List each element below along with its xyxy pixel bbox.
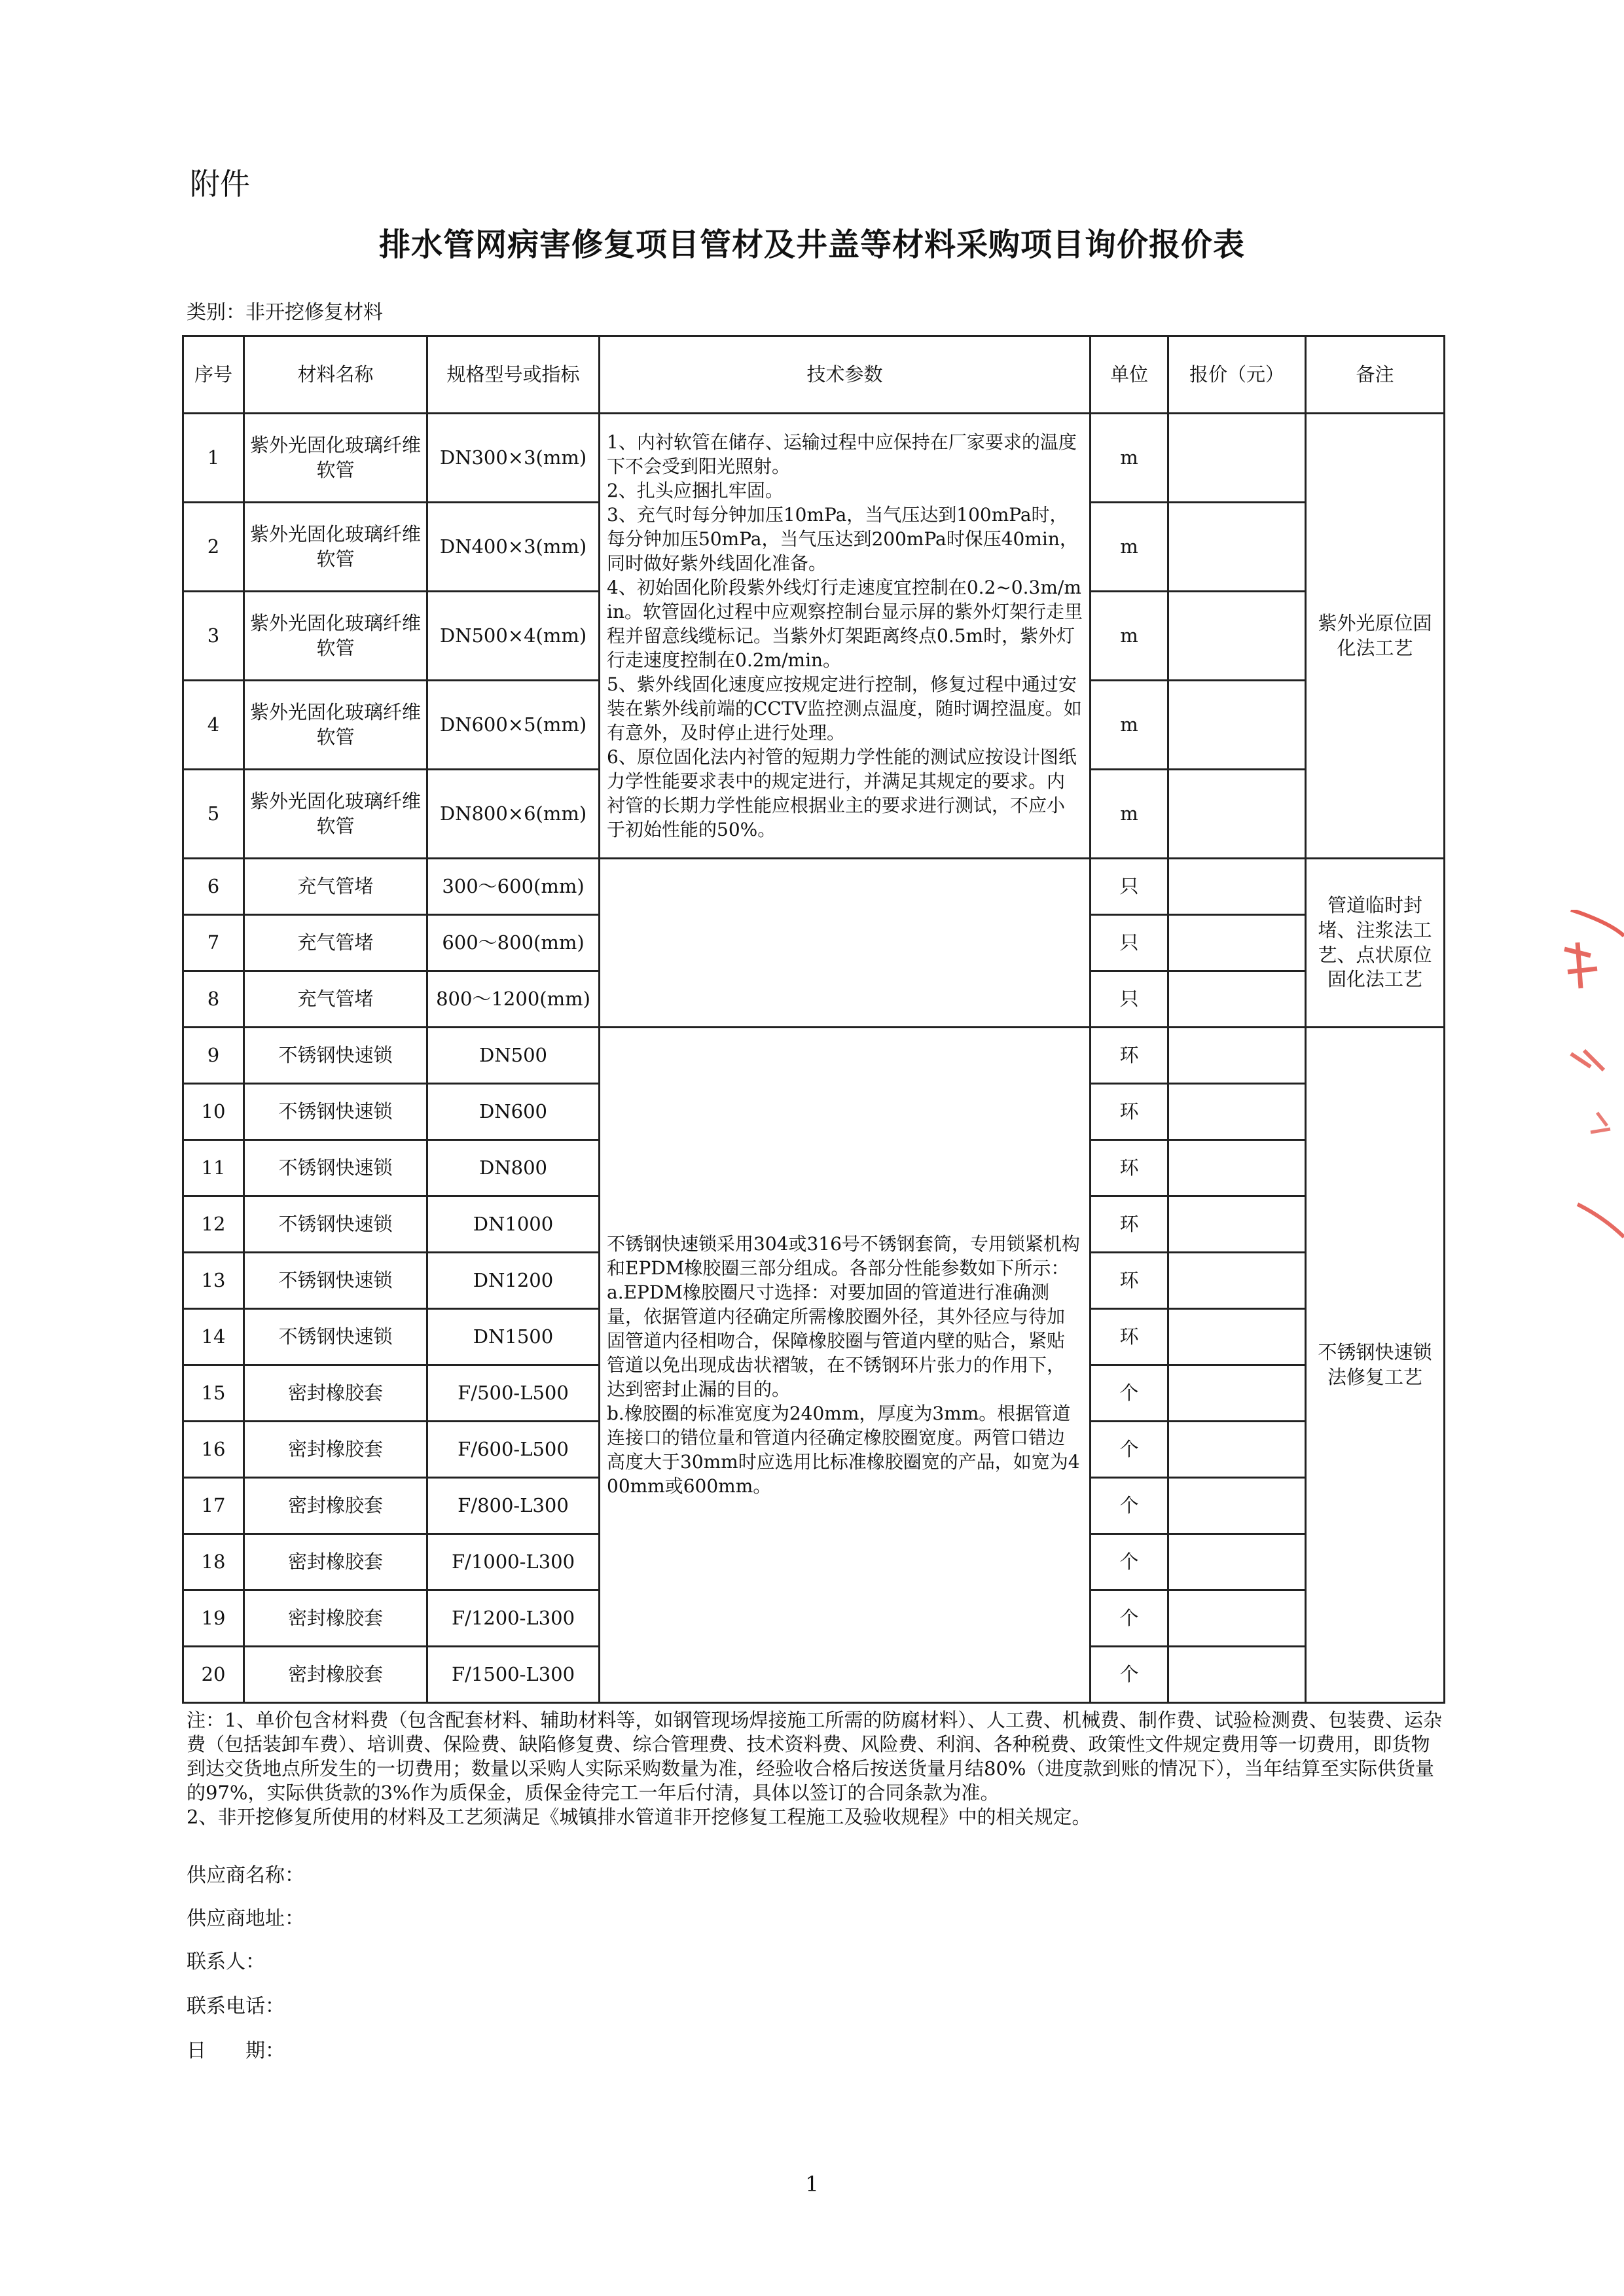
remark-cell: 管道临时封堵、注浆法工艺、点状原位固化法工艺 [1306,859,1445,1028]
row-spec: DN500×4(mm) [427,592,600,681]
row-spec: 300～600(mm) [427,859,600,915]
row-unit: m [1091,770,1168,859]
row-unit: 只 [1091,859,1168,915]
page-number: 1 [805,2172,819,2197]
row-material-name: 密封橡胶套 [244,1422,427,1478]
row-spec: 800～1200(mm) [427,971,600,1028]
table-row [183,414,1445,503]
row-unit: 只 [1091,971,1168,1028]
row-price-cell[interactable] [1168,503,1306,592]
row-spec: DN800 [427,1140,600,1196]
row-unit: 个 [1091,1365,1168,1422]
row-material-name: 不锈钢快速锁 [244,1253,427,1309]
row-spec: DN600 [427,1084,600,1140]
row-price-cell[interactable] [1168,915,1306,971]
row-price-cell[interactable] [1168,1422,1306,1478]
header-tech-params: 技术参数 [600,336,1091,414]
row-material-name: 密封橡胶套 [244,1534,427,1590]
row-spec: 600～800(mm) [427,915,600,971]
header-remark: 备注 [1306,336,1445,414]
row-price-cell[interactable] [1168,1309,1306,1365]
row-no: 9 [183,1028,244,1084]
row-unit: m [1091,414,1168,503]
row-unit: 环 [1091,1309,1168,1365]
row-price-cell[interactable] [1168,1590,1306,1647]
quotation-table [182,335,1445,1704]
row-unit: 环 [1091,1140,1168,1196]
row-unit: m [1091,592,1168,681]
row-spec: F/800-L300 [427,1478,600,1534]
date-label: 日 期： [187,2039,285,2062]
row-material-name: 充气管堵 [244,915,427,971]
row-no: 19 [183,1590,244,1647]
row-no: 17 [183,1478,244,1534]
row-no: 1 [183,414,244,503]
row-no: 2 [183,503,244,592]
row-unit: 个 [1091,1534,1168,1590]
row-material-name: 紫外光固化玻璃纤维软管 [244,681,427,770]
row-material-name: 紫外光固化玻璃纤维软管 [244,414,427,503]
table-row [183,859,1445,915]
row-unit: m [1091,681,1168,770]
row-price-cell[interactable] [1168,1140,1306,1196]
date-field [187,2034,285,2063]
row-spec: DN1000 [427,1196,600,1253]
row-no: 7 [183,915,244,971]
row-material-name: 紫外光固化玻璃纤维软管 [244,592,427,681]
row-price-cell[interactable] [1168,1365,1306,1422]
tech-params-cell [600,859,1091,1028]
row-no: 4 [183,681,244,770]
row-no: 3 [183,592,244,681]
row-no: 8 [183,971,244,1028]
remark-cell: 不锈钢快速锁法修复工艺 [1306,1028,1445,1703]
header-no: 序号 [183,336,244,414]
row-material-name: 充气管堵 [244,859,427,915]
row-price-cell[interactable] [1168,1028,1306,1084]
row-spec: DN800×6(mm) [427,770,600,859]
row-material-name: 不锈钢快速锁 [244,1140,427,1196]
row-material-name: 密封橡胶套 [244,1478,427,1534]
row-price-cell[interactable] [1168,770,1306,859]
contact-person-label: 联系人： [187,1950,265,1973]
row-no: 13 [183,1253,244,1309]
supplier-address-field [187,1902,304,1931]
row-material-name: 密封橡胶套 [244,1365,427,1422]
attachment-label: 附件 [190,166,250,202]
row-spec: DN1200 [427,1253,600,1309]
row-spec: F/1200-L300 [427,1590,600,1647]
header-material-name: 材料名称 [244,336,427,414]
row-unit: 环 [1091,1253,1168,1309]
remark-cell: 紫外光原位固化法工艺 [1306,414,1445,859]
row-spec: DN1500 [427,1309,600,1365]
row-price-cell[interactable] [1168,859,1306,915]
table-header-row [183,336,1445,414]
row-unit: m [1091,503,1168,592]
row-material-name: 不锈钢快速锁 [244,1309,427,1365]
row-spec: F/1500-L300 [427,1647,600,1703]
row-unit: 个 [1091,1590,1168,1647]
row-unit: 个 [1091,1422,1168,1478]
row-material-name: 紫外光固化玻璃纤维软管 [244,503,427,592]
contact-person-field [187,1945,265,1974]
notes: 注：1、单价包含材料费（包含配套材料、辅助材料等，如钢管现场焊接施工所需的防腐材料）、人工费、机械费、制作费、试验检测费、包装费、运杂费（包括装卸车费）、培训费、保险费、缺陷修复费、综合管理费、技术资料费、风险费、利润、各种税费、政策性文件规定费用等一切费用，即货物到达交货地点所发生的一切费用；数量以采购人实际采购数量为准，经验收合格后按送货量月结80%（进度款到账的情况下），当年结算至实际供货量的97%，实际供货款的3%作为质保金，质保金待完工一年后付清，具体以签订的合同条款为准。 2、非开挖修复所使用的材料及工艺须满足《城镇排水管道非开挖修复工程施工及验收规程》中的相关规定。 [187,1709,1442,1828]
red-seal-stamp-partial [1545,910,1624,1250]
row-price-cell[interactable] [1168,414,1306,503]
table-row [183,1028,1445,1084]
row-no: 18 [183,1534,244,1590]
row-unit: 个 [1091,1478,1168,1534]
row-unit: 环 [1091,1196,1168,1253]
row-price-cell[interactable] [1168,1647,1306,1703]
row-price-cell[interactable] [1168,592,1306,681]
supplier-name-field [187,1859,304,1888]
row-price-cell[interactable] [1168,971,1306,1028]
category-label: 类别：非开挖修复材料 [187,301,383,324]
row-material-name: 密封橡胶套 [244,1647,427,1703]
row-price-cell[interactable] [1168,1253,1306,1309]
row-material-name: 紫外光固化玻璃纤维软管 [244,770,427,859]
tech-params-cell: 不锈钢快速锁采用304或316号不锈钢套筒，专用锁紧机构和EPDM橡胶圈三部分组成。各部分性能参数如下所示： a.EPDM橡胶圈尺寸选择：对要加固的管道进行准确测量，依据管道内径确定所需橡胶圈外径，其外径应与待加固管道内径相吻合，保障橡胶圈与管道内壁的贴合，紧贴管道以免出现成齿状褶皱，在不锈钢环片张力的作用下，达到密封止漏的目的。 b.橡胶圈的标准宽度为240mm，厚度为3mm。根据管道连接口的错位量和管道内径确定橡胶圈宽度。两管口错边高度大于30mm时应选用比标准橡胶圈宽的产品，如宽为400mm或600mm。 [600,1028,1091,1703]
header-price: 报价（元） [1168,336,1306,414]
row-no: 14 [183,1309,244,1365]
row-price-cell[interactable] [1168,1084,1306,1140]
header-unit: 单位 [1091,336,1168,414]
row-unit: 个 [1091,1647,1168,1703]
row-price-cell[interactable] [1168,681,1306,770]
supplier-name-label: 供应商名称： [187,1864,304,1887]
contact-phone-label: 联系电话： [187,1995,285,2018]
contact-phone-field [187,1990,285,2018]
row-spec: DN500 [427,1028,600,1084]
row-spec: DN600×5(mm) [427,681,600,770]
row-no: 10 [183,1084,244,1140]
row-unit: 环 [1091,1028,1168,1084]
row-price-cell[interactable] [1168,1478,1306,1534]
supplier-address-label: 供应商地址： [187,1907,304,1930]
row-spec: DN300×3(mm) [427,414,600,503]
row-no: 6 [183,859,244,915]
row-price-cell[interactable] [1168,1534,1306,1590]
row-no: 20 [183,1647,244,1703]
header-spec: 规格型号或指标 [427,336,600,414]
document-title: 排水管网病害修复项目管材及井盖等材料采购项目询价报价表 [378,226,1245,263]
row-unit: 环 [1091,1084,1168,1140]
tech-params-cell: 1、内衬软管在储存、运输过程中应保持在厂家要求的温度下不会受到阳光照射。 2、扎头应捆扎牢固。 3、充气时每分钟加压10mPa，当气压达到100mPa时，每分钟加压50mPa，当气压达到200mPa时保压40min，同时做好紫外线固化准备。 4、初始固化阶段紫外线灯行走速度宜控制在0.2~0.3m/min。软管固化过程中应观察控制台显示屏的紫外灯架行走里程并留意线缆标记。当紫外灯架距离终点0.5m时，紫外灯行走速度控制在0.2m/min。 5、紫外线固化速度应按规定进行控制，修复过程中通过安装在紫外线前端的CCTV监控测点温度，随时调控温度。如有意外，及时停止进行处理。 6、原位固化法内衬管的短期力学性能的测试应按设计图纸力学性能要求表中的规定进行，并满足其规定的要求。内衬管的长期力学性能应根据业主的要求进行测试，不应小于初始性能的50%。 [600,414,1091,859]
row-no: 16 [183,1422,244,1478]
table-body [183,414,1445,1703]
row-no: 5 [183,770,244,859]
row-spec: F/600-L500 [427,1422,600,1478]
row-spec: DN400×3(mm) [427,503,600,592]
row-spec: F/1000-L300 [427,1534,600,1590]
row-material-name: 充气管堵 [244,971,427,1028]
row-material-name: 密封橡胶套 [244,1590,427,1647]
row-no: 11 [183,1140,244,1196]
row-price-cell[interactable] [1168,1196,1306,1253]
row-material-name: 不锈钢快速锁 [244,1084,427,1140]
row-material-name: 不锈钢快速锁 [244,1028,427,1084]
row-material-name: 不锈钢快速锁 [244,1196,427,1253]
row-spec: F/500-L500 [427,1365,600,1422]
row-no: 12 [183,1196,244,1253]
row-unit: 只 [1091,915,1168,971]
row-no: 15 [183,1365,244,1422]
